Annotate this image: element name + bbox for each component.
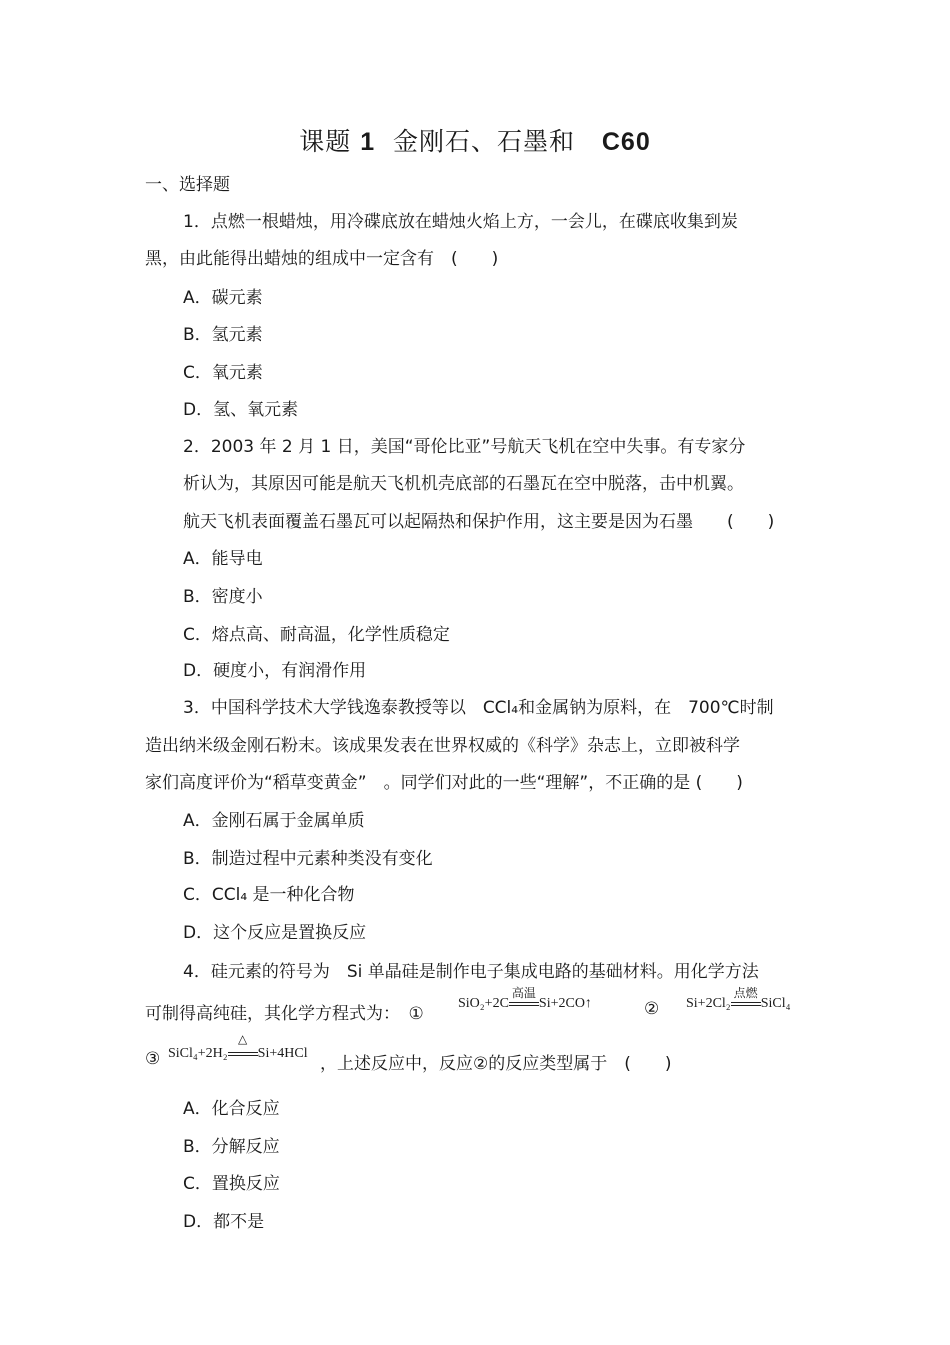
- equation-1: SiO₂+2C 高温 Si+2CO↑: [458, 986, 592, 1011]
- question-3-line-1: 3．中国科学技术大学钱逸泰教授等以 CCl₄和金属钠为原料，在 700℃时制: [183, 698, 774, 718]
- q1-option-c: C．氧元素: [183, 363, 263, 383]
- q3-option-c: C．CCl₄ 是一种化合物: [183, 885, 355, 905]
- q1-option-d: D．氢、氧元素: [183, 400, 299, 420]
- equation-3-marker: ③: [145, 1049, 161, 1069]
- question-2-line-3: 航天飞机表面覆盖石墨瓦可以起隔热和保护作用，这主要是因为石墨 ( ): [183, 512, 775, 532]
- question-4-line-2: 可制得高纯硅，其化学方程式为： ①: [145, 1004, 424, 1024]
- question-4-line-1: 4．硅元素的符号为 Si 单晶硅是制作电子集成电路的基础材料。用化学方法: [183, 962, 759, 982]
- question-3-line-3: 家们高度评价为“稻草变黄金” 。同学们对此的一些“理解”，不正确的是 ( ): [145, 773, 743, 793]
- question-1-line-2: 黑，由此能得出蜡烛的组成中一定含有 ( ): [145, 249, 499, 269]
- question-4-line-3: ，上述反应中，反应②的反应类型属于 ( ): [320, 1054, 672, 1074]
- question-2-line-2: 析认为，其原因可能是航天飞机机壳底部的石墨瓦在空中脱落，击中机翼。: [183, 474, 744, 494]
- page-title: 课题 1 金刚石、石墨和 C60: [299, 127, 651, 156]
- q4-option-d: D．都不是: [183, 1212, 265, 1232]
- q3-option-d: D．这个反应是置换反应: [183, 923, 367, 943]
- q4-option-a: A．化合反应: [183, 1099, 280, 1119]
- q2-option-c: C．熔点高、耐高温，化学性质稳定: [183, 625, 450, 645]
- q1-option-b: B．氢元素: [183, 325, 263, 345]
- q2-option-b: B．密度小: [183, 587, 263, 607]
- question-2-line-1: 2．2003 年 2 月 1 日，美国“哥伦比亚”号航天飞机在空中失事。有专家分: [183, 437, 746, 457]
- q3-option-a: A．金刚石属于金属单质: [183, 811, 365, 831]
- equation-3: SiCl₄+2H₂ △ Si+4HCl: [168, 1032, 308, 1061]
- q1-option-a: A．碳元素: [183, 288, 263, 308]
- equation-2: Si+2Cl₂ 点燃 SiCl₄: [686, 986, 791, 1011]
- equation-2-marker: ②: [644, 999, 660, 1019]
- q4-option-b: B．分解反应: [183, 1137, 280, 1157]
- q2-option-a: A．能导电: [183, 549, 263, 569]
- question-1-line-1: 1．点燃一根蜡烛，用冷碟底放在蜡烛火焰上方，一会儿，在碟底收集到炭: [183, 212, 738, 232]
- q4-option-c: C．置换反应: [183, 1174, 280, 1194]
- q2-option-d: D．硬度小，有润滑作用: [183, 661, 367, 681]
- question-3-line-2: 造出纳米级金刚石粉末。该成果发表在世界权威的《科学》杂志上，立即被科学: [145, 736, 740, 756]
- q3-option-b: B．制造过程中元素种类没有变化: [183, 849, 433, 869]
- section-heading: 一、选择题: [145, 175, 230, 195]
